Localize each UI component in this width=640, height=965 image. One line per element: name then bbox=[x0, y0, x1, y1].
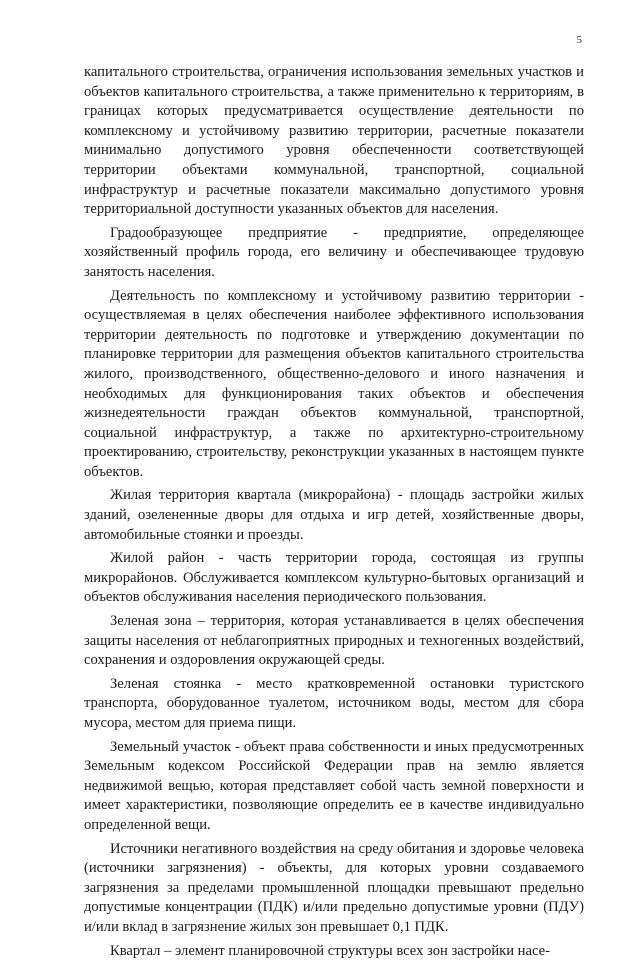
definition-integrated-development: Деятельность по комплексному и устойчивому развитию территории - осуществляемая в целях обеспечения наиболее эффективного использования территории деятельность по подготовке и утверждению документации по планировке территории для размещения объектов капитального строительства жилого, производственного, общественно-делового и иного назначения и необходимых для функционирования таких объектов и обеспечения жизнедеятельности граждан объектов коммунальной, транспортной, социальной инфраструктур, а также по архитектурно-строительному проектированию, строительству, реконструкции указанных в настоящем пункте объектов. bbox=[84, 287, 584, 480]
definition-city-forming-enterprise: Градообразующее предприятие - предприятие, определяющее хозяйственный профиль города, его величину и обеспечивающее трудовую занятость населения. bbox=[84, 224, 584, 280]
definition-residential-block-territory: Жилая территория квартала (микрорайона) - площадь застройки жилых зданий, озелененные дворы для отдыха и игр детей, хозяйственные дворы, автомобильные стоянки и проезды. bbox=[84, 487, 584, 543]
definition-pollution-sources: Источники негативного воздействия на среду обитания и здоровье человека (источники загрязнения) - объекты, для которых уровни создаваемого загрязнения за пределами промышленной площадки превышают предельно допустимые концентрации (ПДК) и/или предельно допустимые уровни (ПДУ) и/или вклад в загрязнение жилых зон превышает 0,1 ПДК. bbox=[84, 840, 584, 935]
definition-green-parking: Зеленая стоянка - место кратковременной остановки туристского транспорта, оборудованное туалетом, источником воды, местом для сбора мусора, местом для приема пищи. bbox=[84, 675, 584, 731]
definition-land-plot: Земельный участок - объект права собственности и иных предусмотренных Земельным кодексом Российской Федерации прав на землю является недвижимой вещью, которая представляет собой часть земной поверхности и имеет характеристики, позволяющие определить ее в качестве индивидуально определенной вещи. bbox=[84, 738, 584, 833]
definition-residential-district: Жилой район - часть территории города, состоящая из группы микрорайонов. Обслуживается комплексом культурно-бытовых организаций и объектов обслуживания населения периодического пользования. bbox=[84, 550, 584, 606]
definition-green-zone: Зеленая зона – территория, которая устанавливается в целях обеспечения защиты населения от неблагоприятных природных и техногенных воздействий, сохранения и оздоровления окружающей среды. bbox=[84, 613, 584, 669]
body-text bbox=[84, 63, 584, 965]
page-number: 5 bbox=[576, 34, 582, 46]
definition-block: Квартал – элемент планировочной структуры всех зон застройки насе- bbox=[110, 942, 550, 959]
paragraph-continuation: капитального строительства, ограничения использования земельных участков и объектов капитального строительства, а также применительно к территориям, в границах которых предусматривается осуществление деятельности по комплексному и устойчивому развитию территории, расчетные показатели минимально допустимого уровня обеспеченности соответствующей территории объектами коммунальной, транспортной, социальной инфраструктур и расчетные показатели максимально допустимого уровня территориальной доступности указанных объектов для населения. bbox=[84, 64, 584, 218]
